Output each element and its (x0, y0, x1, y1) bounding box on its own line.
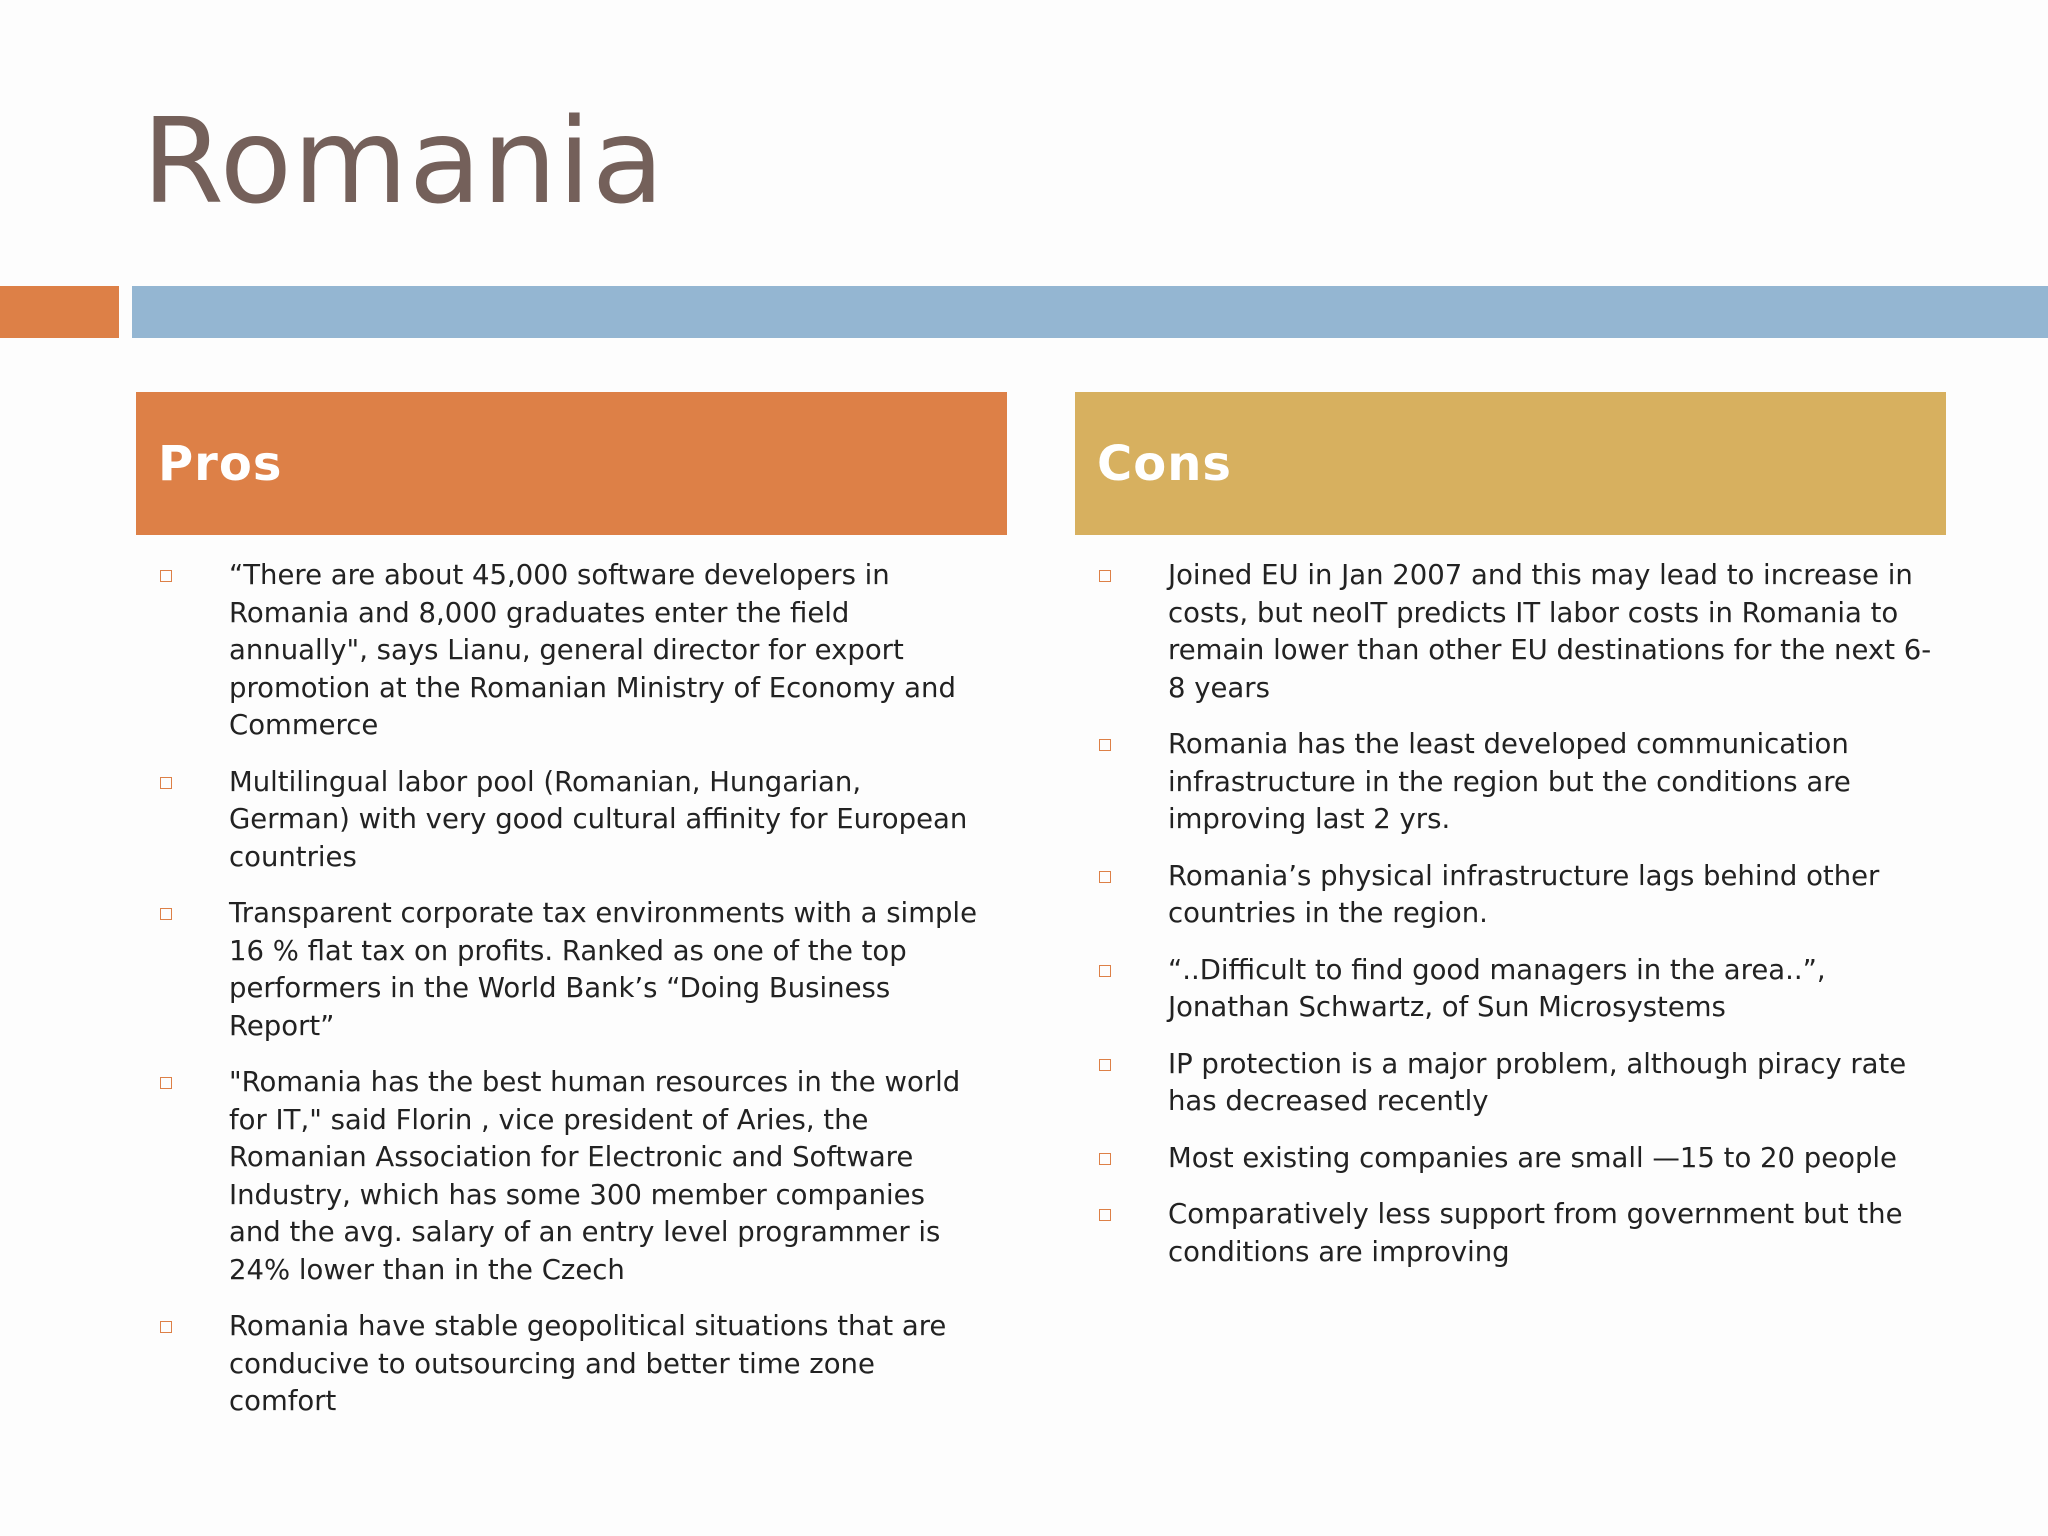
list-item (1075, 858, 1938, 933)
pros-list (136, 535, 1007, 1421)
square-bullet-icon (160, 777, 172, 789)
list-item (1075, 952, 1938, 1027)
list-item-text: Most existing companies are small —15 to 20 people (1168, 1141, 1897, 1174)
list-item-text: IP protection is a major problem, although piracy rate has decreased recently (1168, 1047, 1907, 1117)
square-bullet-icon (160, 1321, 172, 1333)
list-item-text: “There are about 45,000 software developers in Romania and 8,000 graduates enter the field annually", says Lianu, general director for export promotion at the Romanian Ministry of Economy and Commerce (229, 559, 956, 741)
square-bullet-icon (160, 908, 172, 920)
cons-column (1075, 392, 1946, 1290)
list-item-text: Comparatively less support from government but the conditions are improving (1168, 1198, 1903, 1268)
accent-bar-blue (132, 286, 2048, 338)
square-bullet-icon (1099, 1209, 1111, 1221)
accent-bar-orange (0, 286, 119, 338)
list-item-text: Multilingual labor pool (Romanian, Hungarian, German) with very good cultural affinity for European countries (229, 765, 968, 873)
square-bullet-icon (1099, 570, 1111, 582)
cons-list (1075, 535, 1946, 1271)
slide-title: Romania (142, 92, 666, 230)
pros-column (136, 392, 1007, 1440)
list-item (136, 1308, 984, 1421)
pros-header: Pros (136, 392, 1007, 535)
square-bullet-icon (1099, 739, 1111, 751)
square-bullet-icon (1099, 1153, 1111, 1165)
list-item (1075, 1140, 1938, 1178)
list-item (136, 1064, 984, 1289)
list-item (136, 764, 984, 877)
list-item-text: Romania has the least developed communication infrastructure in the region but the conditions are improving last 2 yrs. (1168, 728, 1851, 835)
square-bullet-icon (160, 570, 172, 582)
square-bullet-icon (160, 1077, 172, 1089)
cons-header: Cons (1075, 392, 1946, 535)
list-item (1075, 726, 1938, 839)
list-item-text: “..Difficult to find good managers in the area..”, Jonathan Schwartz, of Sun Microsystems (1168, 953, 1826, 1023)
list-item-text: Joined EU in Jan 2007 and this may lead to increase in costs, but neoIT predicts IT labor costs in Romania to remain lower than other EU destinations for the next 6-8 years (1168, 559, 1932, 704)
list-item (1075, 1046, 1938, 1121)
square-bullet-icon (1099, 871, 1111, 883)
list-item-text: Romania have stable geopolitical situations that are conducive to outsourcing and better time zone comfort (229, 1310, 947, 1417)
square-bullet-icon (1099, 1059, 1111, 1071)
list-item (1075, 557, 1938, 707)
list-item (136, 557, 984, 745)
list-item-text: Romania’s physical infrastructure lags behind other countries in the region. (1168, 859, 1880, 929)
list-item-text: "Romania has the best human resources in the world for IT," said Florin , vice president of Aries, the Romanian Association for Electronic and Software Industry, which has some 300 member companies and the avg. salary of an entry level programmer is 24% lower than in the Czech (229, 1066, 961, 1286)
list-item-text: Transparent corporate tax environments with a simple 16 % flat tax on profits. Ranked as one of the top performers in the World Bank’s “Doing Business Report” (229, 897, 977, 1042)
list-item (1075, 1196, 1938, 1271)
square-bullet-icon (1099, 965, 1111, 977)
list-item (136, 895, 984, 1045)
